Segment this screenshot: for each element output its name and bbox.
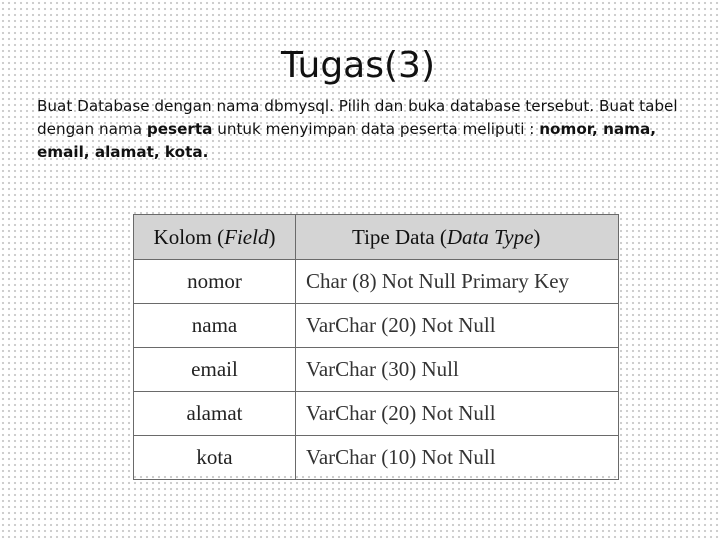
field-cell: kota	[134, 436, 296, 480]
header-type	[296, 215, 619, 260]
field-cell: nomor	[134, 260, 296, 304]
table-row	[134, 260, 619, 304]
instruction-text-part1: Buat Database dengan nama dbmysql. Pilih dan buka database tersebut. Buat tabel dengan nama	[37, 97, 678, 138]
type-cell: VarChar (30) Null	[296, 348, 619, 392]
table-row	[134, 436, 619, 480]
field-cell: email	[134, 348, 296, 392]
instruction-paragraph	[37, 95, 687, 164]
field-cell: nama	[134, 304, 296, 348]
schema-table-container	[133, 214, 618, 476]
table-row	[134, 348, 619, 392]
type-cell: VarChar (20) Not Null	[296, 304, 619, 348]
field-cell: alamat	[134, 392, 296, 436]
type-cell: VarChar (20) Not Null	[296, 392, 619, 436]
table-row	[134, 304, 619, 348]
slide-title-text: Tugas(3)	[280, 45, 435, 86]
header-field-close: )	[268, 224, 276, 249]
header-type-label: Tipe Data (	[352, 224, 447, 249]
header-field	[134, 215, 296, 260]
schema-table	[133, 214, 619, 480]
table-name-bold: peserta	[146, 120, 213, 138]
type-cell: VarChar (10) Not Null	[296, 436, 619, 480]
table-header-row	[134, 215, 619, 260]
header-type-italic: Data Type	[446, 224, 534, 249]
instruction-text-part2: untuk menyimpan data peserta meliputi :	[212, 120, 540, 138]
table-row	[134, 392, 619, 436]
header-field-italic: Field	[224, 224, 269, 249]
header-type-close: )	[533, 224, 541, 249]
type-cell: Char (8) Not Null Primary Key	[296, 260, 619, 304]
slide-title	[0, 42, 718, 90]
header-field-label: Kolom (	[153, 224, 225, 249]
fields-list-bold: nomor, nama, email, alamat, kota.	[37, 120, 656, 161]
